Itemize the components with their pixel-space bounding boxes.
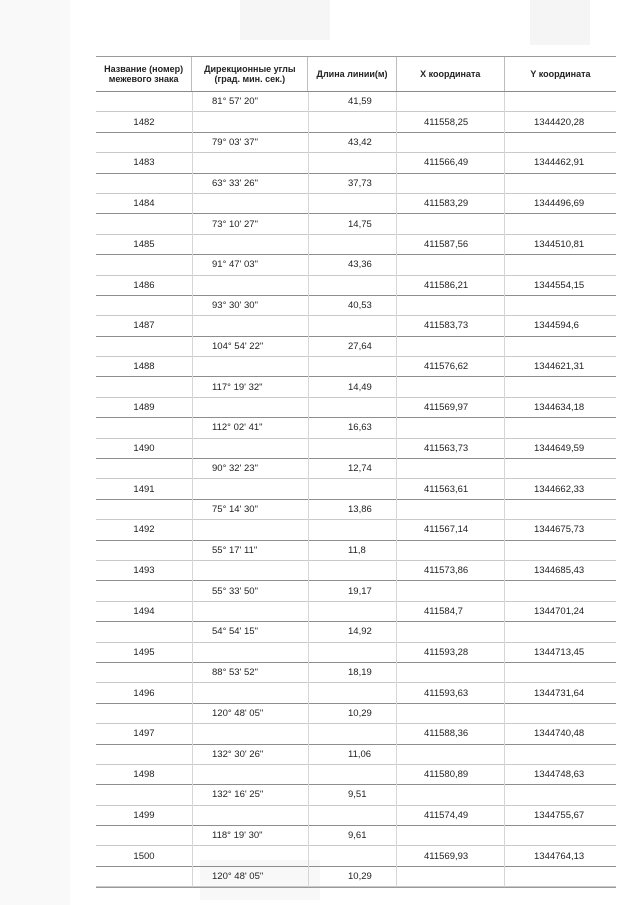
x-coordinate-cell <box>396 133 504 152</box>
mark-name-cell: 1492 <box>133 524 155 536</box>
line-length-cell <box>308 602 396 621</box>
direction-angle-cell: 55° 33' 50" <box>212 585 258 597</box>
line-length-cell <box>308 235 396 254</box>
x-coordinate-cell <box>396 377 504 396</box>
x-coordinate-cell: 411567,14 <box>424 524 469 536</box>
x-coordinate-cell: 411593,28 <box>424 646 469 658</box>
boundary-point-row <box>96 643 616 663</box>
boundary-point-row <box>96 194 616 214</box>
line-length-cell <box>308 806 396 825</box>
segment-row <box>96 541 616 561</box>
y-coordinate-cell <box>504 459 616 478</box>
x-coordinate-cell: 411583,29 <box>424 198 469 210</box>
mark-name-cell: 1491 <box>133 483 155 495</box>
segment-row <box>96 745 616 765</box>
y-coordinate-cell: 1344685,43 <box>534 565 585 577</box>
direction-angle-cell <box>192 357 308 376</box>
boundary-point-row <box>96 439 616 459</box>
direction-angle-cell: 118° 19' 30" <box>212 830 263 842</box>
y-coordinate-cell <box>504 133 616 152</box>
segment-row <box>96 500 616 520</box>
line-length-cell: 9,61 <box>348 830 367 842</box>
mark-name-cell: 1494 <box>133 605 155 617</box>
boundary-point-row <box>96 357 616 377</box>
y-coordinate-cell: 1344554,15 <box>534 279 585 291</box>
segment-row <box>96 826 616 846</box>
y-coordinate-cell: 1344634,18 <box>534 402 585 414</box>
line-length-cell: 13,86 <box>348 504 372 515</box>
direction-angle-cell: 120° 48' 05" <box>212 707 264 719</box>
y-coordinate-cell: 1344496,69 <box>534 198 585 210</box>
y-coordinate-cell: 1344731,64 <box>534 687 585 699</box>
y-coordinate-cell <box>504 704 616 723</box>
direction-angle-cell: 112° 02' 41" <box>212 422 263 434</box>
scan-noise-top-right <box>530 0 590 45</box>
segment-row <box>96 785 616 805</box>
mark-name-cell <box>96 500 192 519</box>
direction-angle-cell <box>192 479 308 498</box>
boundary-point-row <box>96 846 616 866</box>
boundary-point-row <box>96 806 616 826</box>
direction-angle-cell: 54° 54' 15" <box>212 626 258 638</box>
boundary-point-row <box>96 724 616 744</box>
y-coordinate-cell: 1344701,24 <box>534 605 585 617</box>
line-length-cell <box>308 153 396 172</box>
line-length-cell <box>308 276 396 295</box>
y-coordinate-cell <box>504 867 616 886</box>
line-length-cell <box>308 643 396 662</box>
mark-name-cell: 1489 <box>133 402 155 414</box>
x-coordinate-cell: 411558,25 <box>424 116 469 128</box>
direction-angle-cell <box>192 846 308 865</box>
mark-name-cell: 1497 <box>133 728 155 740</box>
header-line-length: Длина линии(м) <box>308 57 396 91</box>
boundary-point-row <box>96 683 616 703</box>
y-coordinate-cell <box>504 337 616 356</box>
x-coordinate-cell <box>396 459 504 478</box>
column-divider <box>192 92 193 887</box>
y-coordinate-cell <box>504 296 616 315</box>
direction-angle-cell <box>192 439 308 458</box>
line-length-cell: 14,92 <box>348 626 372 638</box>
segment-row <box>96 214 616 234</box>
x-coordinate-cell: 411563,61 <box>424 483 469 495</box>
mark-name-cell <box>96 867 192 886</box>
line-length-cell <box>308 398 396 417</box>
y-coordinate-cell: 1344675,73 <box>534 524 585 536</box>
segment-row <box>96 663 616 683</box>
line-length-cell <box>308 765 396 784</box>
mark-name-cell: 1487 <box>133 320 155 332</box>
y-coordinate-cell <box>504 255 616 274</box>
direction-angle-cell: 132° 30' 26" <box>212 748 264 760</box>
y-coordinate-cell <box>504 418 616 437</box>
x-coordinate-cell: 411584,7 <box>424 605 463 617</box>
direction-angle-cell: 93° 30' 30" <box>212 300 258 312</box>
line-length-cell: 10,29 <box>348 707 372 719</box>
line-length-cell <box>308 479 396 498</box>
mark-name-cell <box>96 745 192 764</box>
direction-angle-cell <box>192 194 308 213</box>
x-coordinate-cell <box>396 92 504 111</box>
mark-name-cell: 1495 <box>133 646 155 658</box>
boundary-point-row <box>96 112 616 132</box>
mark-name-cell <box>96 581 192 600</box>
y-coordinate-cell <box>504 214 616 233</box>
line-length-cell: 16,63 <box>348 422 372 434</box>
x-coordinate-cell <box>396 296 504 315</box>
line-length-cell <box>308 194 396 213</box>
y-coordinate-cell <box>504 745 616 764</box>
line-length-cell: 14,75 <box>348 218 372 230</box>
line-length-cell <box>308 561 396 580</box>
header-mark-name: Название (номер) межевого знака <box>96 57 192 91</box>
scan-noise-left <box>0 0 70 905</box>
x-coordinate-cell: 411580,89 <box>424 769 469 781</box>
header-x-coordinate: X координата <box>397 57 505 91</box>
mark-name-cell <box>96 663 192 682</box>
line-length-cell <box>308 357 396 376</box>
mark-name-cell <box>96 418 192 437</box>
direction-angle-cell <box>192 235 308 254</box>
header-y-coordinate: Y координата <box>530 69 591 79</box>
direction-angle-cell: 81° 57' 20" <box>212 96 258 108</box>
line-length-cell <box>308 112 396 131</box>
boundary-point-row <box>96 276 616 296</box>
y-coordinate-cell <box>504 826 616 845</box>
scan-noise-top <box>240 0 330 40</box>
y-coordinate-cell: 1344510,81 <box>534 238 585 250</box>
x-coordinate-cell: 411574,49 <box>424 809 469 821</box>
line-length-cell: 37,73 <box>348 177 372 189</box>
x-coordinate-cell <box>396 745 504 764</box>
segment-row <box>96 255 616 275</box>
direction-angle-cell: 117° 19' 32" <box>212 381 263 393</box>
segment-row <box>96 459 616 479</box>
y-coordinate-cell <box>504 541 616 560</box>
y-coordinate-cell: 1344755,67 <box>534 809 585 821</box>
line-length-cell <box>308 316 396 335</box>
x-coordinate-cell: 411588,36 <box>424 728 469 740</box>
line-length-cell: 18,19 <box>348 667 372 679</box>
line-length-cell: 41,59 <box>348 96 372 108</box>
direction-angle-cell: 75° 14' 30" <box>212 504 258 515</box>
x-coordinate-cell <box>396 337 504 356</box>
line-length-cell: 11,8 <box>348 544 366 556</box>
y-coordinate-cell: 1344662,33 <box>534 483 585 495</box>
line-length-cell: 14,49 <box>348 381 372 393</box>
y-coordinate-cell: 1344740,48 <box>534 728 585 740</box>
mark-name-cell <box>96 377 192 396</box>
y-coordinate-cell: 1344649,59 <box>534 442 585 454</box>
mark-name-cell <box>96 459 192 478</box>
y-coordinate-cell <box>504 174 616 193</box>
mark-name-cell <box>96 622 192 641</box>
segment-row <box>96 92 616 112</box>
line-length-cell: 43,36 <box>348 259 372 271</box>
table-body <box>96 92 616 887</box>
y-coordinate-cell <box>504 581 616 600</box>
segment-row <box>96 377 616 397</box>
mark-name-cell <box>96 255 192 274</box>
y-coordinate-cell: 1344764,13 <box>534 850 585 862</box>
line-length-cell: 27,64 <box>348 340 372 352</box>
column-divider <box>396 92 397 887</box>
x-coordinate-cell: 411569,93 <box>424 850 469 862</box>
direction-angle-cell <box>192 806 308 825</box>
column-divider <box>308 92 309 887</box>
mark-name-cell <box>96 174 192 193</box>
boundary-point-row <box>96 520 616 540</box>
y-coordinate-cell: 1344621,31 <box>534 361 585 373</box>
y-coordinate-cell: 1344748,63 <box>534 769 585 781</box>
x-coordinate-cell <box>396 500 504 519</box>
boundary-point-row <box>96 479 616 499</box>
mark-name-cell: 1484 <box>133 198 155 210</box>
line-length-cell: 9,51 <box>348 789 367 801</box>
mark-name-cell: 1485 <box>133 238 155 250</box>
direction-angle-cell: 79° 03' 37" <box>212 136 258 148</box>
direction-angle-cell: 88° 53' 52" <box>212 667 258 679</box>
boundary-point-row <box>96 602 616 622</box>
direction-angle-cell <box>192 520 308 539</box>
x-coordinate-cell: 411573,86 <box>424 565 469 577</box>
x-coordinate-cell <box>396 581 504 600</box>
x-coordinate-cell: 411569,97 <box>424 402 469 414</box>
x-coordinate-cell: 411566,49 <box>424 157 469 169</box>
line-length-cell: 43,42 <box>348 136 372 148</box>
line-length-cell <box>308 439 396 458</box>
x-coordinate-cell: 411576,62 <box>424 361 469 373</box>
direction-angle-cell: 104° 54' 22" <box>212 340 264 352</box>
line-length-cell <box>308 724 396 743</box>
direction-angle-cell: 73° 10' 27" <box>212 218 258 230</box>
mark-name-cell <box>96 785 192 804</box>
line-length-cell <box>308 846 396 865</box>
mark-name-cell: 1490 <box>133 442 155 454</box>
x-coordinate-cell: 411583,73 <box>424 320 469 332</box>
direction-angle-cell: 63° 33' 26" <box>212 177 258 189</box>
x-coordinate-cell <box>396 541 504 560</box>
y-coordinate-cell <box>504 785 616 804</box>
x-coordinate-cell <box>396 867 504 886</box>
boundary-point-row <box>96 765 616 785</box>
direction-angle-cell: 90° 32' 23" <box>212 463 258 475</box>
segment-row <box>96 867 616 887</box>
mark-name-cell: 1483 <box>133 157 155 169</box>
y-coordinate-cell: 1344462,91 <box>534 157 585 169</box>
line-length-cell: 40,53 <box>348 300 372 312</box>
segment-row <box>96 296 616 316</box>
y-coordinate-cell: 1344594,6 <box>534 320 579 332</box>
x-coordinate-cell <box>396 704 504 723</box>
x-coordinate-cell <box>396 174 504 193</box>
mark-name-cell: 1500 <box>133 850 155 862</box>
x-coordinate-cell <box>396 418 504 437</box>
mark-name-cell: 1486 <box>133 279 155 291</box>
y-coordinate-cell: 1344713,45 <box>534 646 585 658</box>
mark-name-cell <box>96 296 192 315</box>
line-length-cell: 12,74 <box>348 463 372 475</box>
x-coordinate-cell: 411586,21 <box>424 279 469 291</box>
x-coordinate-cell: 411587,56 <box>424 238 469 250</box>
direction-angle-cell <box>192 153 308 172</box>
boundary-point-row <box>96 316 616 336</box>
mark-name-cell <box>96 541 192 560</box>
direction-angle-cell <box>192 561 308 580</box>
x-coordinate-cell <box>396 826 504 845</box>
x-coordinate-cell <box>396 785 504 804</box>
table-header-row <box>96 57 616 92</box>
direction-angle-cell: 132° 16' 25" <box>212 789 264 801</box>
boundary-point-row <box>96 561 616 581</box>
mark-name-cell <box>96 133 192 152</box>
mark-name-cell <box>96 826 192 845</box>
segment-row <box>96 133 616 153</box>
segment-row <box>96 704 616 724</box>
y-coordinate-cell <box>504 377 616 396</box>
direction-angle-cell <box>192 276 308 295</box>
mark-name-cell <box>96 92 192 111</box>
boundary-point-row <box>96 235 616 255</box>
direction-angle-cell: 91° 47' 03" <box>212 259 258 271</box>
line-length-cell: 19,17 <box>348 585 372 597</box>
boundary-marks-table <box>96 56 616 888</box>
direction-angle-cell: 55° 17' 11" <box>212 544 258 556</box>
mark-name-cell: 1488 <box>133 361 155 373</box>
direction-angle-cell: 120° 48' 05" <box>212 871 264 883</box>
mark-name-cell <box>96 337 192 356</box>
mark-name-cell <box>96 214 192 233</box>
y-coordinate-cell <box>504 663 616 682</box>
x-coordinate-cell: 411593,63 <box>424 687 469 699</box>
direction-angle-cell <box>192 765 308 784</box>
y-coordinate-cell <box>504 622 616 641</box>
line-length-cell <box>308 520 396 539</box>
x-coordinate-cell <box>396 622 504 641</box>
x-coordinate-cell: 411563,73 <box>424 442 469 454</box>
direction-angle-cell <box>192 724 308 743</box>
direction-angle-cell <box>192 398 308 417</box>
header-direction-angle: Дирекционные углы (град. мин. сек.) <box>192 57 308 91</box>
boundary-point-row <box>96 153 616 173</box>
direction-angle-cell <box>192 683 308 702</box>
column-divider <box>504 92 505 887</box>
y-coordinate-cell <box>504 92 616 111</box>
mark-name-cell: 1499 <box>133 809 155 821</box>
x-coordinate-cell <box>396 214 504 233</box>
segment-row <box>96 174 616 194</box>
mark-name-cell <box>96 704 192 723</box>
segment-row <box>96 418 616 438</box>
line-length-cell: 11,06 <box>348 748 372 760</box>
boundary-point-row <box>96 398 616 418</box>
line-length-cell <box>308 683 396 702</box>
x-coordinate-cell <box>396 663 504 682</box>
mark-name-cell: 1498 <box>133 769 155 781</box>
direction-angle-cell <box>192 602 308 621</box>
y-coordinate-cell: 1344420,28 <box>534 116 585 128</box>
direction-angle-cell <box>192 643 308 662</box>
mark-name-cell: 1496 <box>133 687 155 699</box>
segment-row <box>96 622 616 642</box>
segment-row <box>96 581 616 601</box>
direction-angle-cell <box>192 112 308 131</box>
line-length-cell: 10,29 <box>348 871 372 883</box>
mark-name-cell: 1493 <box>133 565 155 577</box>
mark-name-cell: 1482 <box>133 116 155 128</box>
y-coordinate-cell <box>504 500 616 519</box>
segment-row <box>96 337 616 357</box>
x-coordinate-cell <box>396 255 504 274</box>
direction-angle-cell <box>192 316 308 335</box>
